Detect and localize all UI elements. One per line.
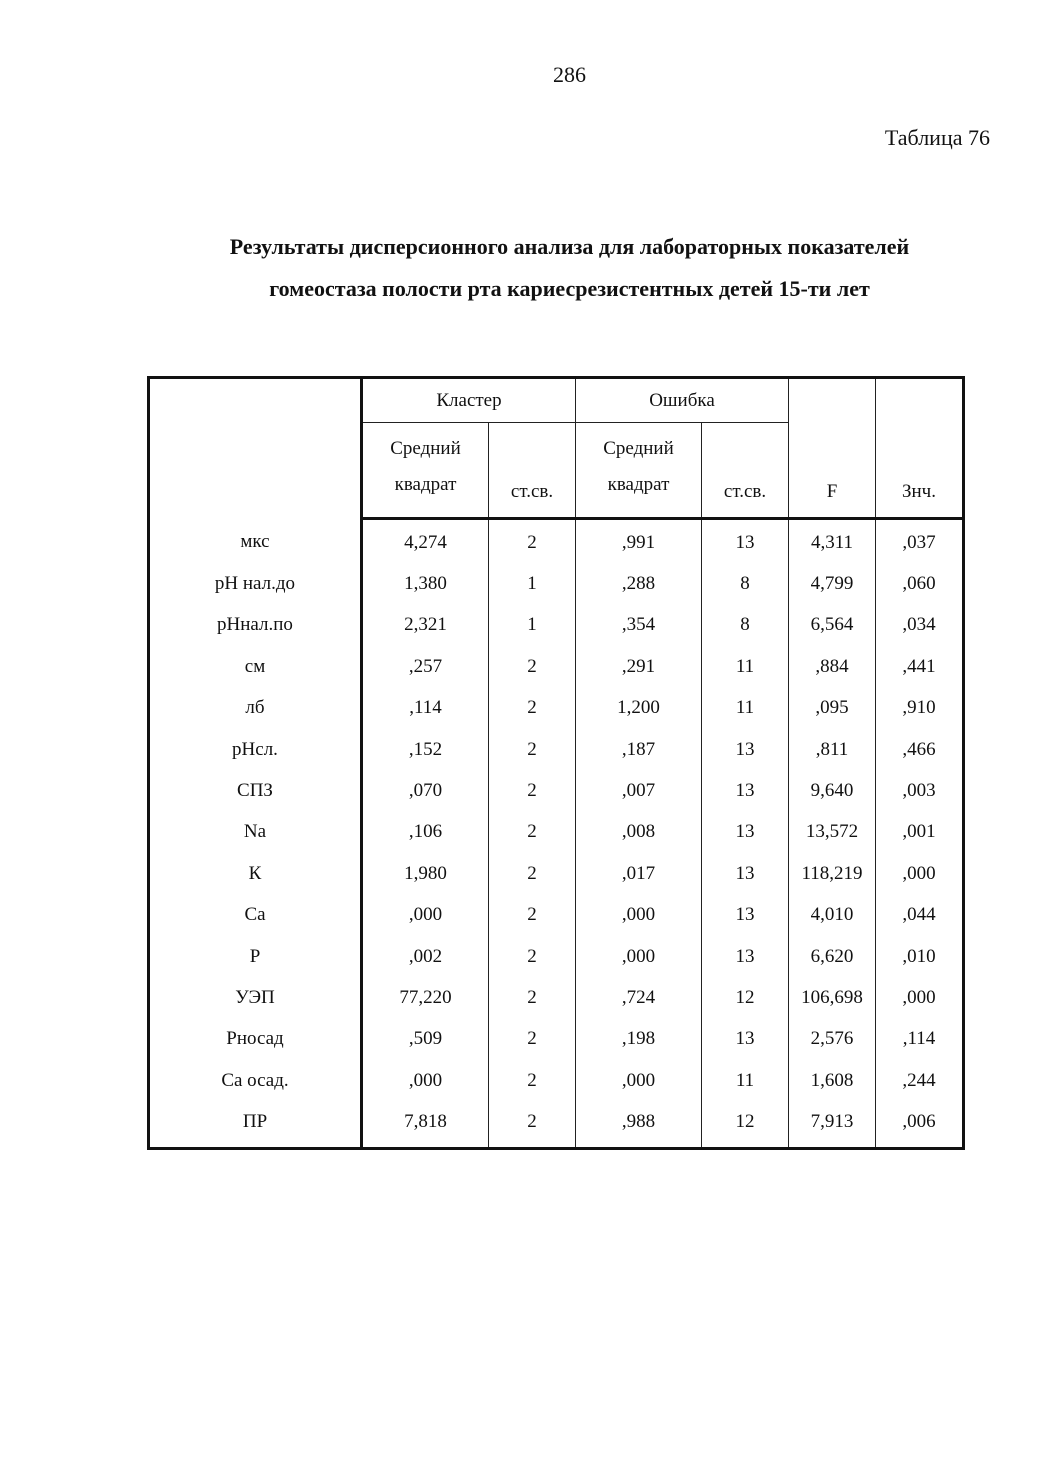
cluster-df: 2 [489,1019,576,1060]
cluster-mean-square: ,000 [362,1060,489,1101]
error-df: 11 [702,646,789,687]
table-row [149,646,964,687]
significance: ,037 [876,519,964,564]
f-value: 2,576 [789,1019,876,1060]
header-sig: Знч. [876,378,964,519]
table-row [149,770,964,811]
header-f: F [789,378,876,519]
error-mean-square: ,017 [576,853,702,894]
row-label: рНнал.по [149,605,362,646]
error-df: 12 [702,1101,789,1148]
f-value: 4,799 [789,563,876,604]
cluster-df: 2 [489,936,576,977]
significance: ,001 [876,812,964,853]
error-df: 13 [702,729,789,770]
error-mean-square: ,991 [576,519,702,564]
table-row [149,895,964,936]
title-line-2: гомеостаза полости рта кариесрезистентных детей 15-ти лет [269,276,870,301]
row-label: Na [149,812,362,853]
row-label: Рносад [149,1019,362,1060]
table-row [149,563,964,604]
header-mean-square-error [576,423,702,519]
cluster-df: 2 [489,895,576,936]
f-value: 6,620 [789,936,876,977]
cluster-mean-square: ,509 [362,1019,489,1060]
cluster-df: 2 [489,812,576,853]
header-mean-square-cluster-line2: квадрат [394,474,457,495]
error-mean-square: ,007 [576,770,702,811]
table-row [149,729,964,770]
error-mean-square: ,724 [576,977,702,1018]
f-value: 7,913 [789,1101,876,1148]
row-label: СПЗ [149,770,362,811]
header-cluster: Кластер [362,378,576,423]
cluster-df: 2 [489,729,576,770]
error-mean-square: ,000 [576,895,702,936]
cluster-mean-square: ,152 [362,729,489,770]
significance: ,441 [876,646,964,687]
header-mean-square-cluster-line1: Средний [390,438,461,459]
error-df: 13 [702,936,789,977]
header-row-groups [149,378,964,423]
table-title [0,226,1039,310]
row-label: рН нал.до [149,563,362,604]
error-mean-square: ,288 [576,563,702,604]
cluster-df: 1 [489,563,576,604]
cluster-mean-square: ,070 [362,770,489,811]
cluster-df: 1 [489,605,576,646]
significance: ,000 [876,977,964,1018]
cluster-df: 2 [489,1101,576,1148]
header-mean-square-error-line2: квадрат [607,474,670,495]
row-label: К [149,853,362,894]
table-row [149,605,964,646]
error-mean-square: ,000 [576,936,702,977]
f-value: 1,608 [789,1060,876,1101]
table-label: Таблица 76 [884,125,990,150]
cluster-df: 2 [489,646,576,687]
cluster-df: 2 [489,770,576,811]
row-label: рНсл. [149,729,362,770]
error-df: 13 [702,1019,789,1060]
error-mean-square: ,000 [576,1060,702,1101]
header-df-cluster: ст.св. [489,423,576,519]
error-df: 13 [702,812,789,853]
cluster-mean-square: ,000 [362,895,489,936]
row-label: лб [149,688,362,729]
title-line-1: Результаты дисперсионного анализа для лабораторных показателей [229,234,910,259]
header-stub [149,378,362,519]
anova-table [147,376,965,1150]
error-mean-square: ,988 [576,1101,702,1148]
f-value: 4,010 [789,895,876,936]
cluster-mean-square: 77,220 [362,977,489,1018]
cluster-mean-square: ,114 [362,688,489,729]
table-row [149,1101,964,1148]
table-row [149,1019,964,1060]
significance: ,034 [876,605,964,646]
cluster-df: 2 [489,519,576,564]
cluster-mean-square: 7,818 [362,1101,489,1148]
table-row [149,812,964,853]
error-df: 8 [702,605,789,646]
row-label: см [149,646,362,687]
table-row [149,688,964,729]
header-mean-square-cluster [362,423,489,519]
error-mean-square: ,198 [576,1019,702,1060]
cluster-mean-square: 2,321 [362,605,489,646]
f-value: 9,640 [789,770,876,811]
row-label: УЭП [149,977,362,1018]
table-row [149,1060,964,1101]
cluster-df: 2 [489,853,576,894]
row-label: Р [149,936,362,977]
significance: ,006 [876,1101,964,1148]
row-label: ПР [149,1101,362,1148]
error-mean-square: ,354 [576,605,702,646]
significance: ,114 [876,1019,964,1060]
error-df: 8 [702,563,789,604]
significance: ,003 [876,770,964,811]
cluster-df: 2 [489,977,576,1018]
error-df: 11 [702,688,789,729]
error-mean-square: 1,200 [576,688,702,729]
row-label: Са [149,895,362,936]
header-error: Ошибка [576,378,789,423]
f-value: 118,219 [789,853,876,894]
cluster-mean-square: 1,380 [362,563,489,604]
f-value: 13,572 [789,812,876,853]
significance: ,044 [876,895,964,936]
error-df: 13 [702,519,789,564]
error-df: 11 [702,1060,789,1101]
f-value: ,095 [789,688,876,729]
table-row [149,853,964,894]
row-label: мкс [149,519,362,564]
row-label: Са осад. [149,1060,362,1101]
f-value: ,884 [789,646,876,687]
error-df: 13 [702,895,789,936]
header-mean-square-error-line1: Средний [603,438,674,459]
cluster-mean-square: ,002 [362,936,489,977]
error-mean-square: ,008 [576,812,702,853]
cluster-df: 2 [489,1060,576,1101]
significance: ,910 [876,688,964,729]
significance: ,244 [876,1060,964,1101]
significance: ,466 [876,729,964,770]
error-mean-square: ,291 [576,646,702,687]
cluster-mean-square: ,106 [362,812,489,853]
page-number: 286 [553,62,586,87]
cluster-mean-square: ,257 [362,646,489,687]
cluster-df: 2 [489,688,576,729]
error-df: 13 [702,770,789,811]
error-mean-square: ,187 [576,729,702,770]
table-row [149,519,964,564]
significance: ,000 [876,853,964,894]
error-df: 13 [702,853,789,894]
cluster-mean-square: 4,274 [362,519,489,564]
table-row [149,936,964,977]
cluster-mean-square: 1,980 [362,853,489,894]
table-row [149,977,964,1018]
f-value: 106,698 [789,977,876,1018]
error-df: 12 [702,977,789,1018]
f-value: 4,311 [789,519,876,564]
header-df-error: ст.св. [702,423,789,519]
significance: ,060 [876,563,964,604]
significance: ,010 [876,936,964,977]
f-value: ,811 [789,729,876,770]
f-value: 6,564 [789,605,876,646]
